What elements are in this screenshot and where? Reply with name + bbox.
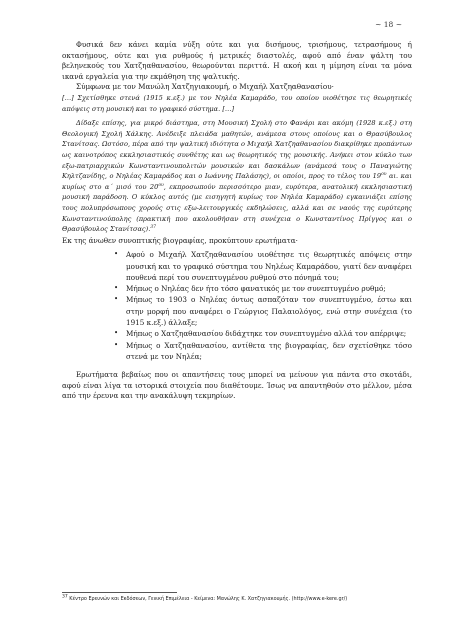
page-number: ~ 18 ~ (375, 20, 402, 29)
quote-kamarados-relation: […] Σχετίσθηκε στενά (1915 κ.εξ.) με τον Νηλέα Καμαράδο, του οποίου υιοθέτησε τις θεωρητικές απόψεις στη μουσική και το γραφικό σύστημα. […] (62, 93, 412, 113)
footnote (62, 596, 422, 603)
page-body (62, 40, 412, 402)
quote-biography-text-3: , εκπροσωπούν περισσότερο μιαν, ευρύτερα, ανατολική εκκλησιαστική μουσική παράδοση. Ο κύκλος αυτός (με εισηγητή κυρίως τον Νηλέα Καμαράδο) εγκαινιάζει επίσης τους πολυπρόσωπους χορούς στις εξω-λειτουργικές εκδηλώσεις, αλλά και σε ναούς της ευρύτερης Κωνσταντινούπολης (πρακτική που ακολουθήσαν στη συνέχεια ο Κωνσταντίνος Πρίγγος και ο Θρασύβουλος Στανίτσας). (62, 182, 412, 234)
footnote-reference[interactable]: 37 (150, 224, 157, 230)
quote-biography-text-2: αι. και κυρίως στο α΄ μισό του 20 (62, 172, 412, 191)
question-text: Αφού ο Μιχαήλ Χατζηαθανασίου υιοθέτησε τις θεωρητικές απόψεις στην μουσική και το γραφικό σύστημα του Νηλέως Καμαράδου, γιατί δεν αναφέρει πουθενά περί του συνεπτυγμένου ρυθμού στο πόνημά του; (126, 250, 412, 282)
list-item (62, 294, 412, 328)
questions-list (62, 249, 412, 362)
footnote-text: Κέντρο Ερευνών και Εκδόσεων, Γενική Επιμέλεια - Κείμενα: Μανώλης Κ. Χατζηγιακουμής. (http://www.e-kere.gr/) (67, 596, 348, 602)
list-item (62, 283, 412, 294)
bullet-icon: • (114, 329, 119, 338)
bullet-icon: • (114, 340, 119, 349)
question-text: Μήπως ο Χατζηαθανασίου διδάχτηκε τον συνεπτυγμένο αλλά τον απέρριψε; (126, 329, 407, 339)
paragraph-citation-intro: Σύμφωνα με τον Μανώλη Χατζηγιακουμή, ο Μιχαήλ Χατζηαθανασίου· (76, 82, 334, 92)
question-text: Μήπως ο Χατζηαθανασίου, αντίθετα της βιογραφίας, δεν σχετίσθηκε τόσο στενά με τον Νηλέα; (126, 340, 412, 361)
list-item (62, 328, 412, 339)
footnote-number: 37 (62, 594, 68, 600)
quote-biography (62, 118, 412, 235)
question-text: Μήπως το 1903 ο Νηλέας όντως ασπαζόταν τον συνεπτυγμένο, έστω και στην μορφή που αναφέρει ο Γεώργιος Παλαιολόγος, ενώ στην συνέχεια (το 1915 κ.εξ.) άλλαξε; (126, 295, 412, 328)
list-item (62, 249, 412, 283)
superscript-century-2: ου (158, 182, 164, 188)
footnote-divider (62, 592, 177, 593)
superscript-century-1: ου (381, 171, 387, 177)
paragraph-questions-intro: Εκ της άνωθεν συνοπτικής βιογραφίας, προκύπτουν ερωτήματα· (62, 235, 298, 245)
quote-biography-text-1: Δίδαξε επίσης, για μικρό διάστημα, στη Μουσική Σχολή στο Φανάρι και ακόμη (1928 κ.εξ.) στη Θεολογική Σχολή Χάλκης. Ανέδειξε πλειάδα μαθητών, ανάμεσα στους οποίους και ο Θρασύβουλος Στανίτσας. Ωστόσο, πέρα από την ψαλτική ιδιότητα ο Μιχαήλ Χατζηαθανασίου διακρίθηκε προπάντων ως καινοτρόπος εκκλησιαστικός συνθέτης και ως θεωρητικός της μουσικής. Ανήκει στον κύκλο των εξω-πατριαρχικών Κωνσταντινουπολιτών μουσικών και δασκάλων (ανάμεσά τους ο Παναγιώτης Κηλτζανίδης, ο Νηλέας Καμαράδος και ο Ιωάννης Παλάσης), οι οποίοι, προς το τέλος του 19 (62, 119, 412, 181)
question-text: Μήπως ο Νηλέας δεν ήτο τόσο φανατικός με τον συνεπτυγμένο ρυθμό; (126, 284, 386, 294)
paragraph-conclusion: Ερωτήματα βεβαίως που οι απαντήσεις τους μπορεί να μείνουν για πάντα στο σκοτάδι, αφού είναι λίγα τα ιστορικά στοιχεία που διαθέτουμε. Ίσως να απαντηθούν στο μέλλον, μέσα από την έρευνα και την ανακάλυψη τεκμηρίων. (62, 370, 412, 401)
bullet-icon: • (114, 250, 119, 259)
bullet-icon: • (114, 284, 119, 293)
bullet-icon: • (114, 295, 119, 304)
paragraph-chanting-tools: Φυσικά δεν κάνει καμία νύξη ούτε και για δισήμους, τρισήμους, τετρασήμους ή οκτασήμους, ούτε και για ρυθμούς ή μετρικές διαστολές, αφού από έναν ψάλτη του βεληνεκούς του Χατζηαθανασίου, θεωρούνται περιττά. Η ακοή και η μίμηση είναι τα μόνα ικανά εργαλεία για την εκμάθηση της ψαλτικής. (62, 40, 412, 81)
list-item (62, 340, 412, 363)
